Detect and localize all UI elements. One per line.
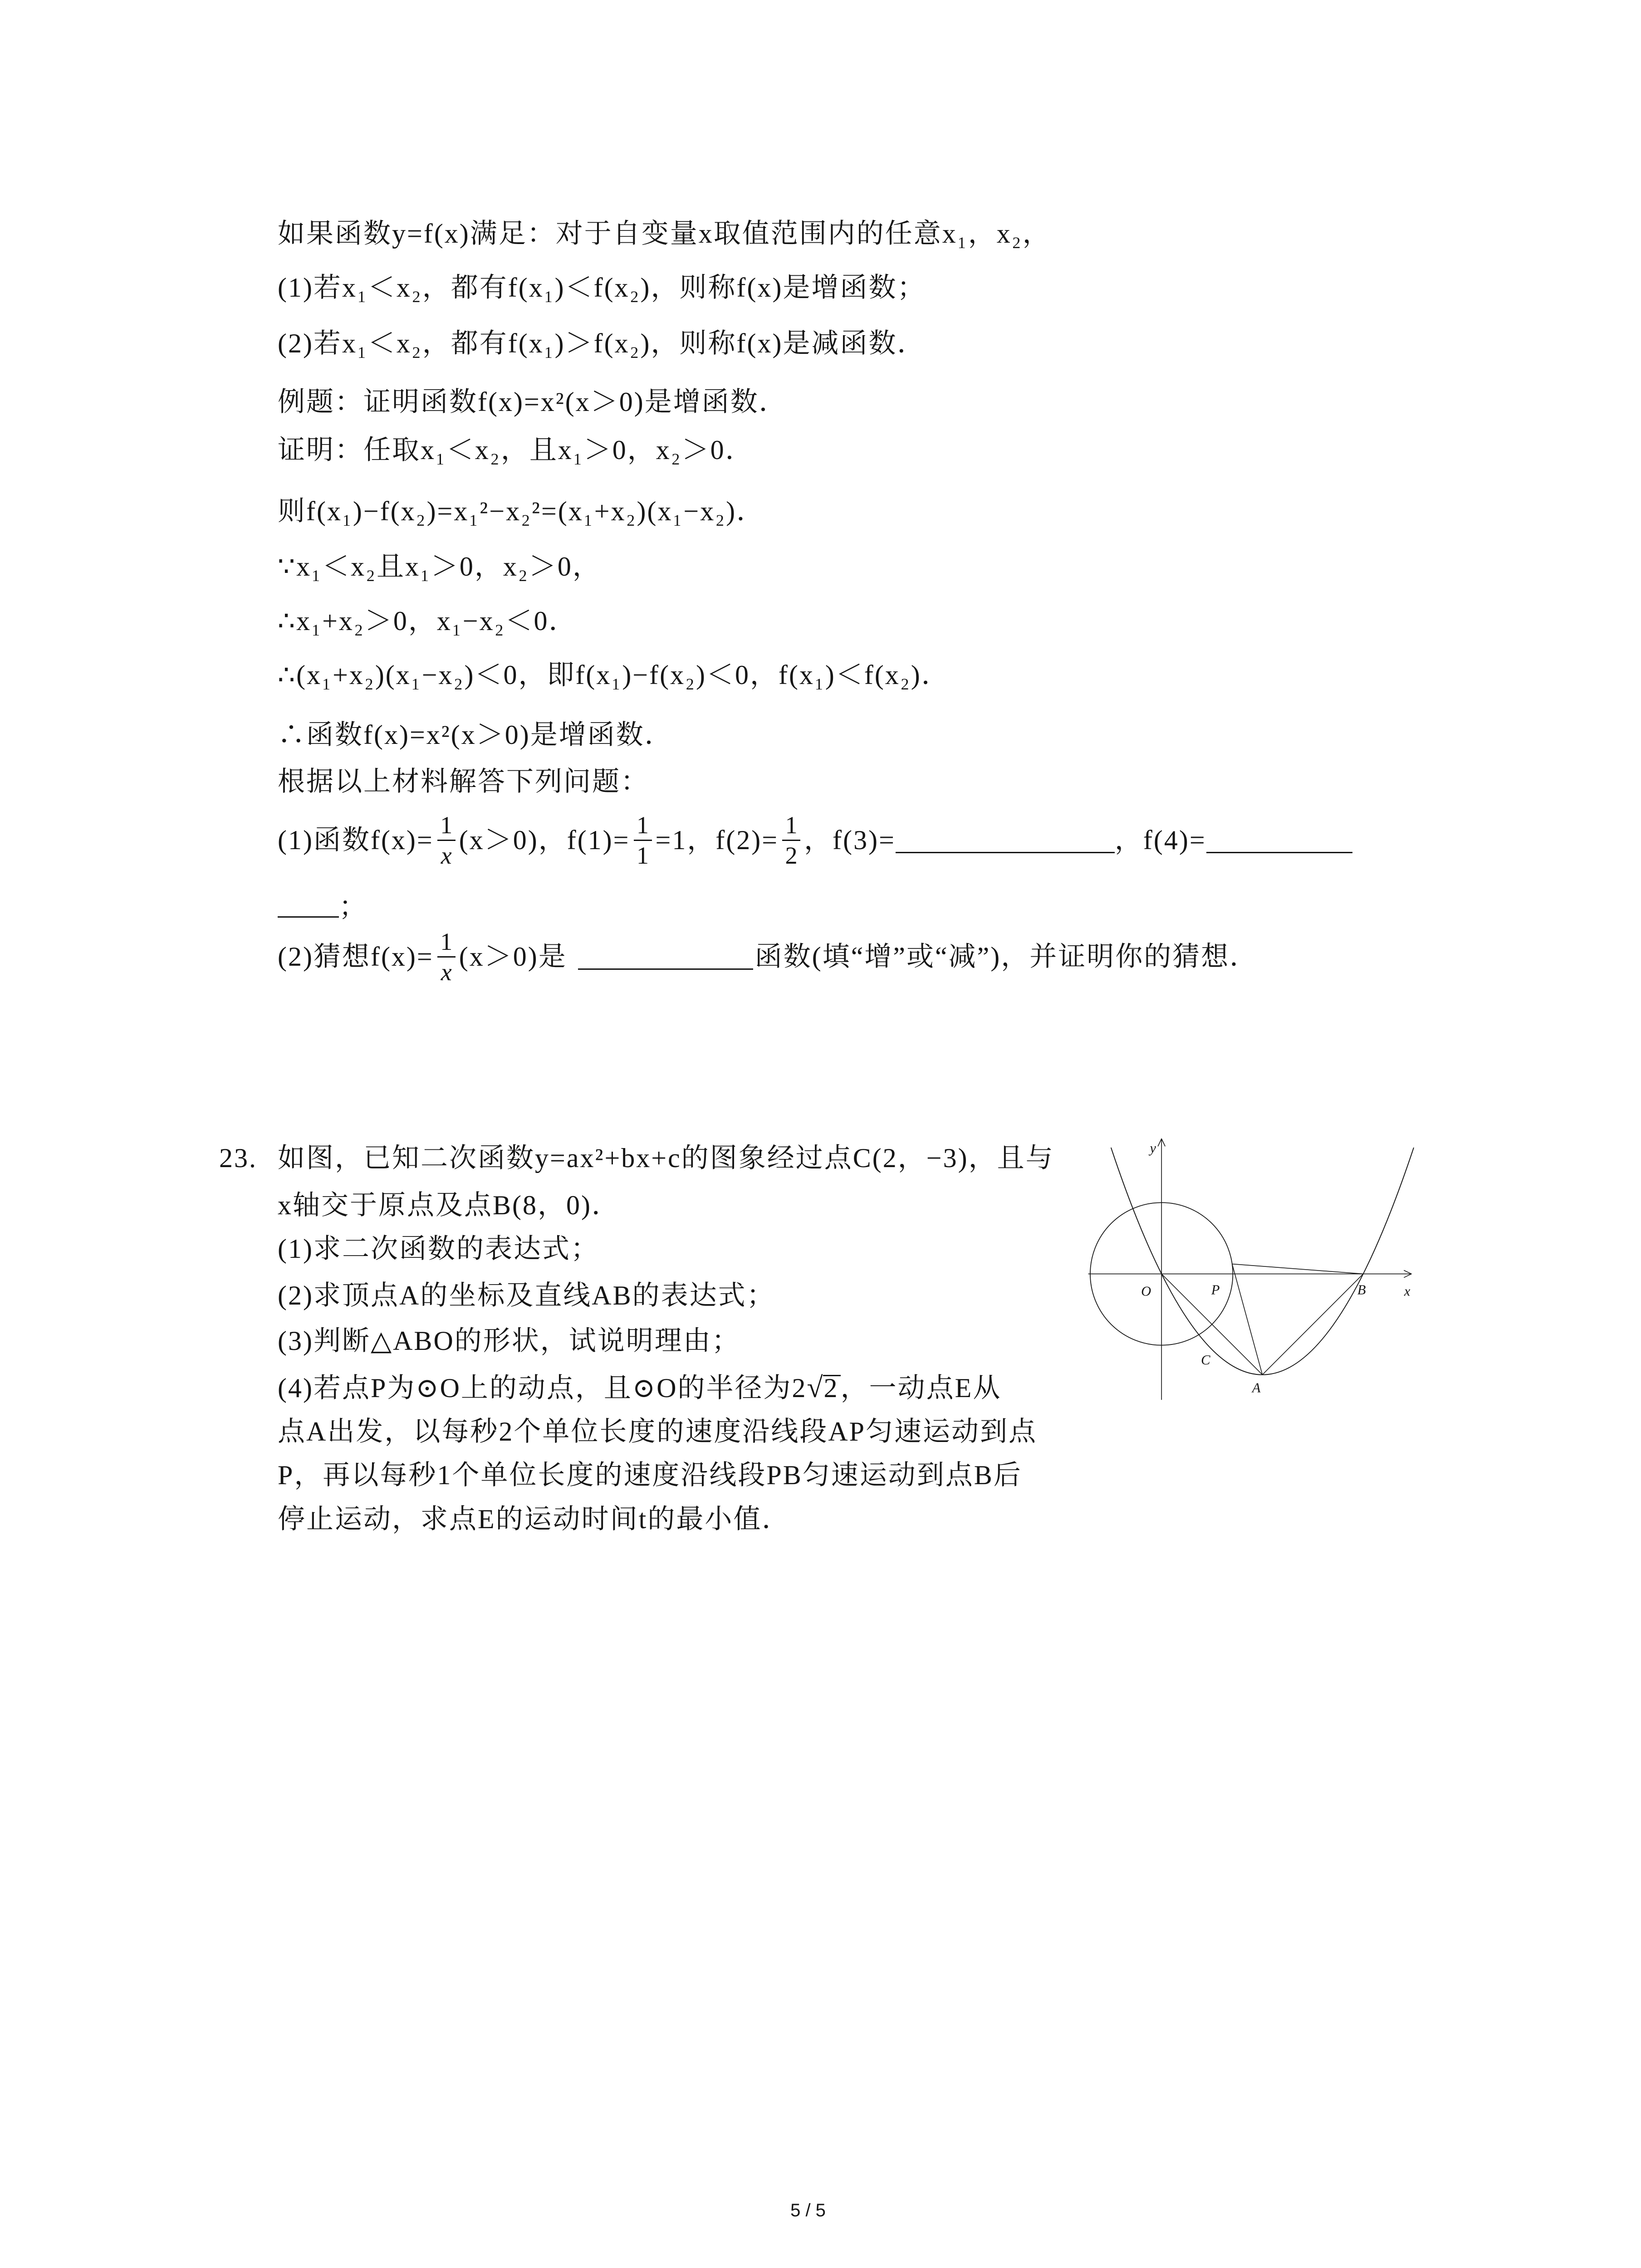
answer-blank-monotonicity [578,944,753,970]
part-4-suffix: ，一动点E从 [840,1373,1002,1403]
label-point-a: A [1252,1380,1261,1396]
fraction-numerator: 1 [440,928,453,955]
part-4-prefix: (4)若点P为⊙O上的动点，且⊙O的半径为2 [278,1373,807,1403]
fraction-one-over-two [782,812,800,868]
proof-step-therefore-product: ∴(x₁+x₂)(x₁−x₂)＜0，即f(x₁)−f(x₂)＜0，f(x₁)＜f(x₂)． [278,660,950,690]
fraction-bar [437,840,456,841]
fraction-bar [634,840,652,841]
question-23-part-3: (3)判断△ABO的形状，试说明理由； [278,1326,740,1356]
answer-blank-f4 [1206,827,1352,853]
task-1-prefix: (1)函数f(x)= [278,825,434,855]
task-1-text-f4: ，f(4)= [1114,825,1206,855]
intro-definition-line: 如果函数y=f(x)满足：对于自变量x取值范围内的任意x₁，x₂， [278,219,1051,249]
parabola [1111,1148,1414,1375]
question-23-number: 23. [219,1143,257,1173]
question-23-figure [1081,1132,1425,1410]
question-23-part-4-line-2: 点A出发，以每秒2个单位长度的速度沿线段AP匀速运动到点 [278,1417,1038,1447]
fraction-denominator: x [441,958,452,986]
question-23-part-1: (1)求二次函数的表达式； [278,1234,599,1264]
task-2-suffix: 函数(填“增”或“减”)，并证明你的猜想． [754,942,1259,972]
task-2-prefix: (2)猜想f(x)= [278,942,434,972]
question-23-stem-line-1: 如图，已知二次函数y=ax²+bx+c的图象经过点C(2，−3)，且与 [278,1143,1054,1173]
example-statement: 例题：证明函数f(x)=x²(x＞0)是增函数． [278,387,788,417]
answer-blank-f4-continued [278,892,339,918]
question-23-part-4-line-4: 停止运动，求点E的运动时间t的最小值． [278,1504,791,1534]
label-point-p: P [1211,1282,1220,1298]
label-point-b: B [1357,1282,1366,1298]
label-point-o: O [1141,1283,1151,1299]
square-root-sign: √ [807,1371,823,1403]
definition-decreasing: (2)若x₁＜x₂，都有f(x₁)＞f(x₂)，则称f(x)是减函数． [278,328,926,358]
label-point-c: C [1201,1352,1210,1368]
fraction-one-over-one [634,812,652,868]
fraction-denominator: 2 [785,841,798,869]
question-23-part-4 [278,1371,1002,1403]
label-x-axis: x [1404,1283,1411,1299]
fraction-bar [437,956,456,958]
segment-pb [1232,1264,1363,1274]
proof-step-difference: 则f(x₁)−f(x₂)=x₁²−x₂²=(x₁+x₂)(x₁−x₂)． [278,496,765,526]
answer-blank-f3 [896,827,1115,853]
fraction-denominator: 1 [637,841,649,869]
fraction-one-over-x [437,812,456,868]
fraction-denominator: x [441,841,452,869]
label-y-axis: y [1150,1140,1156,1156]
task-1-end: ； [339,892,367,922]
question-23-part-4-line-3: P，再以每秒1个单位长度的速度沿线段PB匀速运动到点B后 [278,1460,1022,1490]
fraction-numerator: 1 [637,811,649,839]
question-23-stem-line-2: x轴交于原点及点B(8，0)． [278,1190,620,1220]
segment-pa [1232,1264,1263,1375]
fraction-one-over-x [437,929,456,985]
square-root-radicand: 2 [823,1375,841,1400]
proof-setup: 证明：任取x₁＜x₂，且x₁＞0，x₂＞0． [278,435,754,465]
segment-ab [1262,1274,1363,1374]
task-2-mid: (x＞0)是 [459,942,567,972]
task-1-text-f3: ，f(3)= [804,825,896,855]
fraction-numerator: 1 [785,811,798,839]
fraction-numerator: 1 [440,811,453,839]
task-1-text-f2: =1，f(2)= [655,825,779,855]
question-23-part-2: (2)求顶点A的坐标及直线AB的表达式； [278,1281,775,1310]
fraction-bar [782,840,800,841]
instruction-line: 根据以上材料解答下列问题： [278,767,649,797]
task-2-line [278,920,1258,993]
proof-step-therefore-signs: ∴x₁+x₂＞0，x₁−x₂＜0． [278,606,578,636]
definition-increasing: (1)若x₁＜x₂，都有f(x₁)＜f(x₂)，则称f(x)是增函数； [278,273,926,303]
task-1-text-f1: (x＞0)，f(1)= [459,825,630,855]
task-1-continuation [278,892,367,920]
proof-step-because: ∵x₁＜x₂且x₁＞0，x₂＞0， [278,552,601,582]
page-number: 5 / 5 [790,2200,826,2220]
proof-conclusion: ∴函数f(x)=x²(x＞0)是增函数． [278,720,673,750]
task-1-line [278,804,1352,876]
